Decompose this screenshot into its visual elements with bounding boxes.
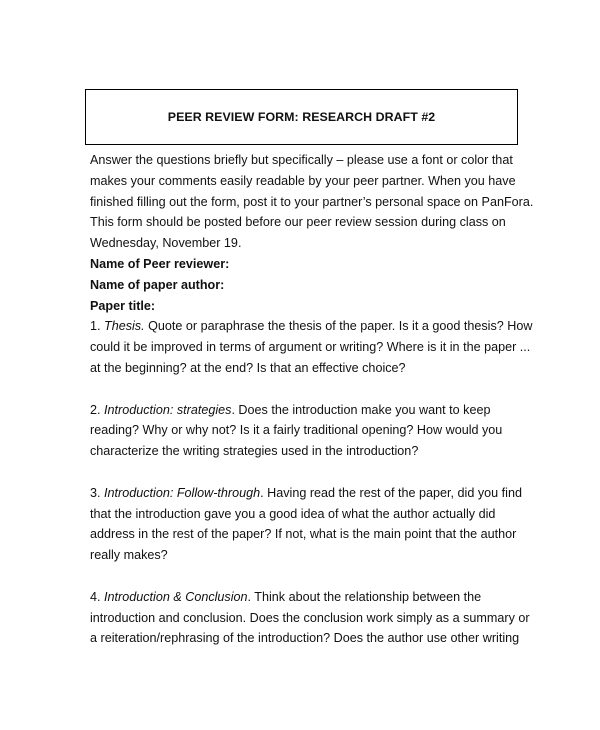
question-line: that the introduction gave you a good idea of what the author actually did — [90, 506, 496, 521]
question-line: a reiteration/rephrasing of the introduction? Does the author use other writing — [90, 631, 520, 646]
question-line: really makes? — [90, 548, 168, 563]
question-topic: Introduction: Follow-through — [104, 485, 261, 500]
question-first-line — [90, 587, 520, 608]
instructions-line: This form should be posted before our peer review session during class on — [90, 215, 506, 230]
peer-reviewer-label: Name of Peer reviewer: — [90, 256, 230, 271]
form-title: PEER REVIEW FORM: RESEARCH DRAFT #2 — [167, 109, 436, 124]
question-text: . Having read the rest of the paper, did you find — [260, 485, 522, 500]
question-first-line — [90, 400, 520, 421]
paper-title-label: Paper title: — [90, 298, 156, 313]
question-3 — [90, 483, 520, 566]
question-first-line — [90, 483, 520, 504]
instructions-paragraph — [90, 150, 534, 254]
question-text: . Think about the relationship between the — [247, 589, 482, 604]
question-number: 3. — [90, 485, 101, 500]
question-line: address in the rest of the paper? If not, what is the main point that the author — [90, 527, 517, 542]
question-number: 4. — [90, 589, 101, 604]
question-topic: Introduction: strategies — [104, 402, 232, 417]
question-line: at the beginning? at the end? Is that an effective choice? — [90, 360, 406, 375]
question-2 — [90, 400, 520, 462]
instructions-line: makes your comments easily readable by your peer partner. When you have — [90, 173, 516, 188]
question-text: . Does the introduction make you want to keep — [231, 402, 491, 417]
question-first-line — [90, 316, 533, 337]
question-line: introduction and conclusion. Does the conclusion work simply as a summary or — [90, 610, 530, 625]
question-number: 2. — [90, 402, 101, 417]
spacer — [90, 379, 520, 400]
instructions-line: Answer the questions briefly but specifically – please use a font or color that — [90, 153, 513, 167]
document-body — [90, 150, 534, 649]
question-number: 1. — [90, 319, 101, 334]
question-topic: Thesis. — [104, 319, 145, 334]
question-line: could it be improved in terms of argument or writing? Where is it in the paper ... — [90, 340, 531, 355]
instructions-line: Wednesday, November 19. — [90, 236, 242, 251]
spacer — [90, 566, 520, 587]
question-text: Quote or paraphrase the thesis of the paper. Is it a good thesis? How — [144, 319, 533, 334]
spacer — [90, 462, 520, 483]
instructions-line: finished filling out the form, post it to your partner’s personal space on PanFora. — [90, 194, 534, 209]
question-line: characterize the writing strategies used in the introduction? — [90, 444, 419, 459]
question-4 — [90, 587, 530, 649]
question-topic: Introduction & Conclusion — [104, 589, 248, 604]
title-box — [85, 89, 518, 145]
question-line: reading? Why or why not? Is it a fairly traditional opening? How would you — [90, 423, 503, 438]
question-1 — [90, 316, 533, 378]
paper-author-label: Name of paper author: — [90, 277, 225, 292]
